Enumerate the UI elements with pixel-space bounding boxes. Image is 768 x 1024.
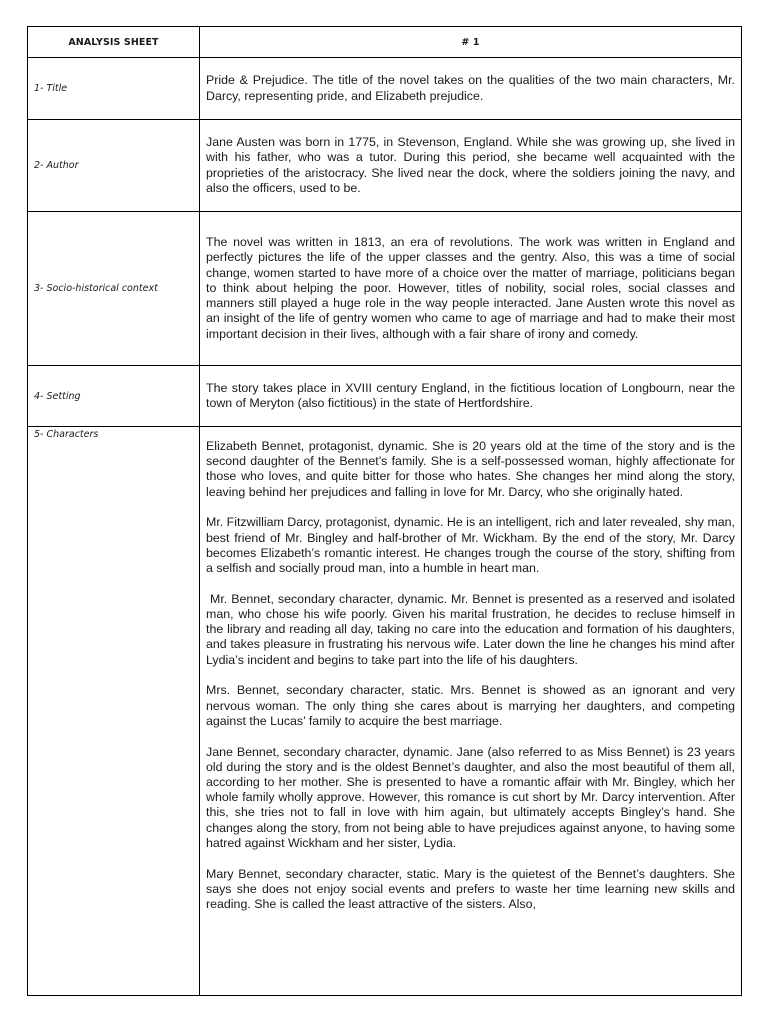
setting-text: The story takes place in XVIII century England, in the fictitious location of Longbourn, near the town of Meryton (also fictitious) in the state of Hertfordshire.	[206, 380, 735, 410]
character-paragraph: Mrs. Bennet, secondary character, static. Mrs. Bennet is showed as an ignorant and very nervous woman. The only thing she cares about is marrying her daughters, and competing against the Lucas’ family to acquire the best marriage.	[206, 683, 735, 728]
character-paragraph: Jane Bennet, secondary character, dynamic. Jane (also referred to as Miss Bennet) is 23 years old during the story and is the oldest Bennet’s daughter, and also the most beautiful of them all, according to her mother. She is presented to have a romantic affair with Mr. Bingley, which her whole family wholly approve. However, this romance is cut short by Mr. Darcy intervention. After this, she tries not to fall in love with him again, but ultimately accepts Bingley’s hand. She changes along the story, from not being able to have prejudices against anyone, to having some hatred against Wickham and her sister, Lydia.	[206, 744, 735, 850]
context-text: The novel was written in 1813, an era of revolutions. The work was written in England and perfectly pictures the life of the upper classes and the gentry. Also, this was a time of social change, women started to have more of a choice over the matter of marriage, politicians began to think about helping the poor. However, titles of nobility, social roles, social classes and manners still played a huge role in the way people interacted. Jane Austen wrote this novel as an insight of the life of gentry women who came to age of marriage and had to make their most important decision in their lives, although with a fair share of irony and comedy.	[206, 235, 735, 341]
character-paragraph: Mr. Fitzwilliam Darcy, protagonist, dynamic. He is an intelligent, rich and later revealed, shy man, best friend of Mr. Bingley and half-brother of Mr. Wickham. By the end of the story, Mr. Darcy becomes Elizabeth’s romantic interest. He changes trough the course of the story, shifting from a selfish and socially proud man, into a humble in heart man.	[206, 515, 735, 576]
characters-content	[206, 439, 739, 995]
header-row	[28, 27, 742, 58]
setting-label: 4- Setting	[28, 366, 200, 427]
title-cell	[200, 58, 742, 120]
title-text: Pride & Prejudice. The title of the novel takes on the qualities of the two main characters, Mr. Darcy, representing pride, and Elizabeth prejudice.	[206, 73, 735, 103]
context-row	[28, 212, 742, 366]
context-cell	[200, 212, 742, 366]
header-left-cell: ANALYSIS SHEET	[28, 27, 200, 58]
characters-label: 5- Characters	[28, 427, 200, 996]
setting-row	[28, 366, 742, 427]
author-cell	[200, 120, 742, 212]
setting-cell	[200, 366, 742, 427]
title-label: 1- Title	[28, 58, 200, 120]
author-label: 2- Author	[28, 120, 200, 212]
character-paragraph: Mary Bennet, secondary character, static. Mary is the quietest of the Bennet’s daughters. She says she does not enjoy social events and prefers to waste her time learning new skills and reading. She is called the least attractive of the sisters. Also,	[206, 866, 735, 912]
context-label: 3- Socio-historical context	[28, 212, 200, 366]
character-paragraph: Elizabeth Bennet, protagonist, dynamic. She is 20 years old at the time of the story and is the second daughter of the Bennet’s family. She is a self-possessed woman, highly affectionate for those who loves, and quite bitter for those who hates. She changes her mind along the story, leaving behind her prejudices and falling in love for Mr. Darcy, who she originally hated.	[206, 439, 735, 499]
header-right-cell: # 1	[200, 27, 742, 58]
analysis-sheet-table	[27, 26, 742, 996]
characters-cell	[200, 427, 742, 996]
author-row	[28, 120, 742, 212]
character-paragraph: Mr. Bennet, secondary character, dynamic. Mr. Bennet is presented as a reserved and isolated man, who chose his wife poorly. Given his marital frustration, he decides to recluse himself in the library and reading all day, taking no care into the education and formation of his daughters, and takes pleasure in frustrating his nervous wife. Later down the line he changes his mind after Lydia’s incident and begins to take part into the life of his daughters.	[206, 591, 739, 667]
characters-row	[28, 427, 742, 996]
author-text: Jane Austen was born in 1775, in Stevenson, England. While she was growing up, she lived in with his father, who was a tutor. During this period, she became well acquainted with the proprieties of the aristocracy. She lived near the dock, where the soldiers joining the navy, and also the officers, used to be.	[206, 135, 735, 195]
title-row	[28, 58, 742, 120]
